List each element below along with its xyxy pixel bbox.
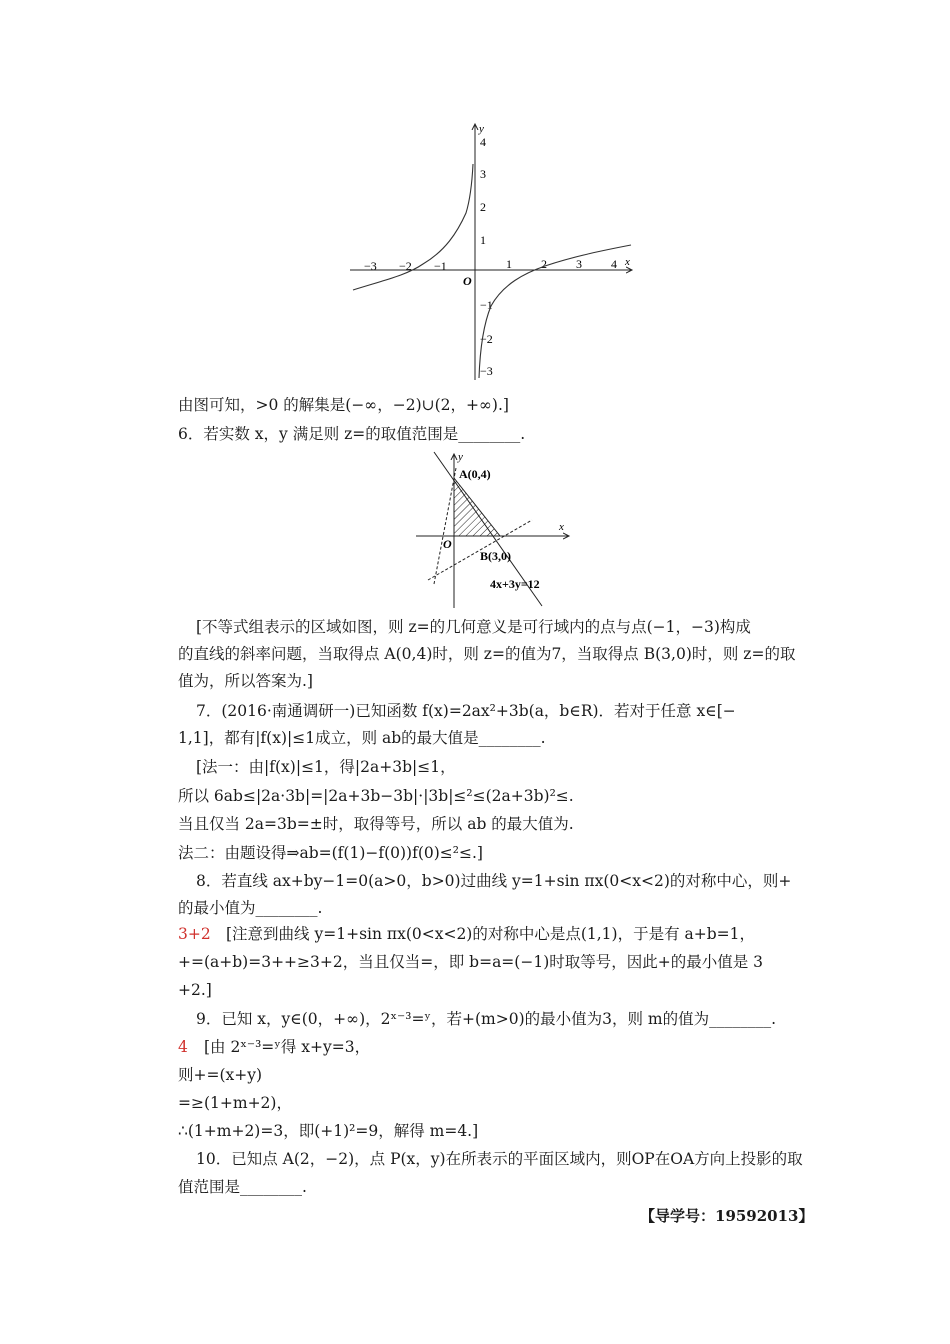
x-axis-label: x	[625, 256, 630, 268]
y-tick-label: 1	[480, 233, 486, 247]
y-tick-label: 4	[480, 135, 486, 149]
x-tick-label: −1	[434, 259, 447, 273]
origin-label: O	[463, 274, 472, 288]
point-a-label: A(0,4)	[459, 467, 491, 481]
line-equation-label: 4x+3y=12	[490, 577, 540, 591]
x-axis-label: x	[559, 521, 564, 533]
text-line: ∴(1+m+2)=3，即(+1)²=9，解得 m=4.]	[178, 1122, 479, 1140]
y-axis-label: y	[458, 451, 463, 463]
x-tick-label: −3	[364, 259, 377, 273]
text-line: 由图可知，>0 的解集是(−∞，−2)∪(2，+∞).]	[178, 396, 509, 414]
text-line: +2.]	[178, 981, 212, 999]
text-line: +=(a+b)=3++≥3+2，当且仅当=，即 b=a=(−1)时取等号，因此+的最小值是 3	[178, 953, 764, 971]
question-6: 6．若实数 x，y 满足则 z=的取值范围是________.	[178, 425, 526, 443]
x-tick-label: 2	[541, 257, 547, 271]
function-graph	[345, 118, 645, 383]
text-line: 法二：由题设得⇒ab=(f(1)−f(0))f(0)≤²≤.]	[178, 844, 483, 862]
text-line: 则+=(x+y)	[178, 1066, 263, 1084]
text-line: [由 2ˣ⁻³=ʸ得 x+y=3，	[204, 1038, 371, 1056]
x-tick-label: 1	[506, 257, 512, 271]
question-9: 9．已知 x，y∈(0，+∞)，2ˣ⁻³=ʸ，若+(m>0)的最小值为3，则 m的值为________.	[196, 1010, 777, 1028]
y-tick-label: −3	[480, 364, 493, 378]
point-b-label: B(3,0)	[480, 549, 511, 563]
answer-9: 4	[178, 1038, 188, 1056]
text-line: =≥(1+m+2)，	[178, 1094, 292, 1112]
y-tick-label: −1	[480, 298, 493, 312]
origin-label: O	[443, 537, 452, 551]
reference-number: 【导学号：19592013】	[640, 1207, 814, 1225]
question-7: 7．(2016·南通调研一)已知函数 f(x)=2ax²+3b(a，b∈R)．若对于任意 x∈[−	[196, 702, 736, 720]
x-tick-label: 4	[611, 257, 617, 271]
text-line: 当且仅当 2a=3b=±时，取得等号，所以 ab 的最大值为.	[178, 815, 574, 833]
text-line: [注意到曲线 y=1+sin πx(0<x<2)的对称中心是点(1,1)，于是有 a+b=1，	[226, 925, 756, 943]
x-tick-label: −2	[399, 259, 412, 273]
text-line: 的直线的斜率问题，当取得点 A(0,4)时，则 z=的值为7，当取得点 B(3,0)时，则 z=的取	[178, 645, 796, 663]
text-line: 值为，所以答案为.]	[178, 672, 313, 690]
answer-8: 3+2	[178, 925, 211, 943]
text-line: 的最小值为________.	[178, 899, 323, 917]
text-line: 值范围是________.	[178, 1178, 307, 1196]
question-10: 10．已知点 A(2，−2)，点 P(x，y)在所表示的平面区域内，则OP在OA方向上投影的取	[196, 1150, 803, 1168]
text-line: 所以 6ab≤|2a·3b|=|2a+3b−3b|·|3b|≤²≤(2a+3b)²≤.	[178, 787, 574, 805]
shaded-region	[454, 478, 500, 536]
x-tick-label: 3	[576, 257, 582, 271]
feasible-region-graph	[412, 448, 577, 610]
question-8: 8．若直线 ax+by−1=0(a>0，b>0)过曲线 y=1+sin πx(0<x<2)的对称中心，则+	[196, 872, 792, 890]
curve-right-branch	[479, 245, 631, 378]
y-axis-label: y	[479, 123, 484, 135]
dashed-line	[434, 468, 456, 584]
text-line: [不等式组表示的区域如图，则 z=的几何意义是可行域内的点与点(−1，−3)构成	[196, 618, 751, 636]
text-line: [法一：由|f(x)|≤1，得|2a+3b|≤1，	[196, 758, 456, 776]
y-tick-label: 2	[480, 200, 486, 214]
y-tick-label: −2	[480, 332, 493, 346]
text-line: 1,1]，都有|f(x)|≤1成立，则 ab的最大值是________.	[178, 729, 546, 747]
y-tick-label: 3	[480, 167, 486, 181]
